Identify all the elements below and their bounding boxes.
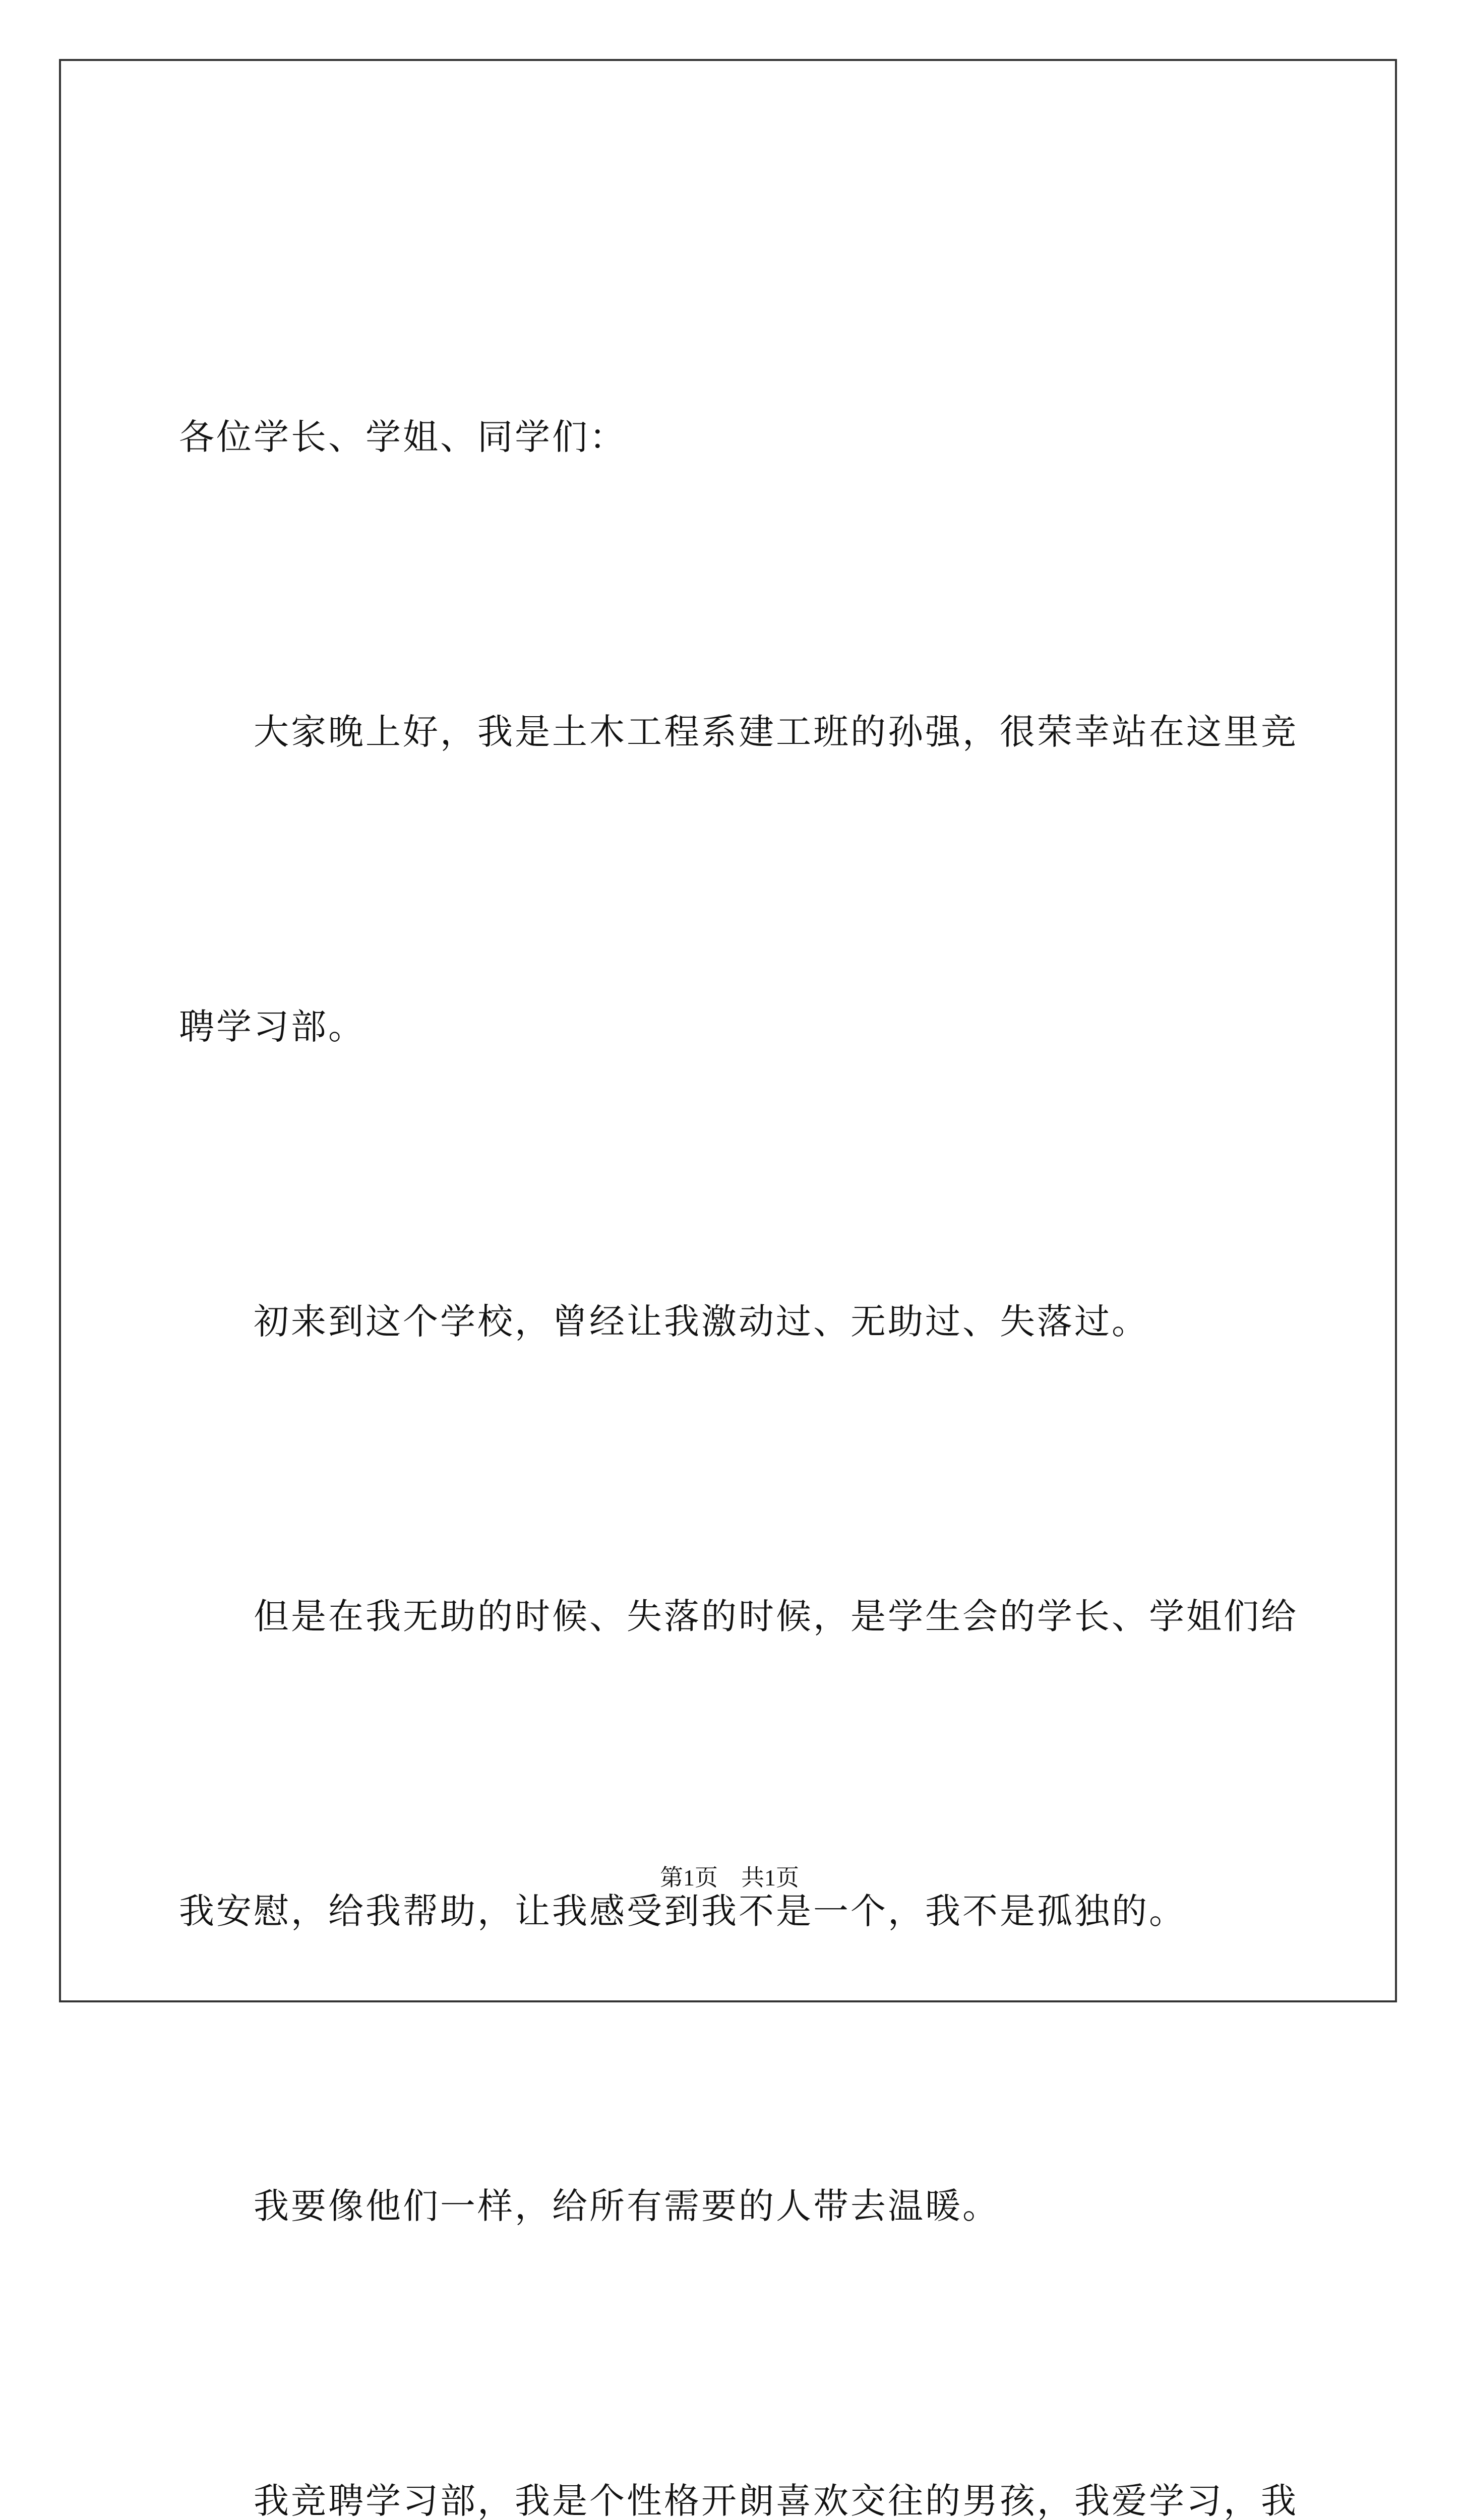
text-line: 我竞聘学习部，我是个性格开朗喜欢交往的男孩，我爱学习，我 bbox=[179, 2480, 1298, 2520]
text-line: 各位学长、学姐、同学们： bbox=[179, 416, 627, 458]
text-line: 初来到这个学校，曾经让我激动过、无助过、失落过。 bbox=[179, 1301, 1149, 1342]
text-line: 但是在我无助的时候、失落的时候，是学生会的学长、学姐们给 bbox=[179, 1596, 1298, 1637]
text-line: 我安慰，给我帮助，让我感受到我不是一个，我不是孤独的。 bbox=[179, 1891, 1186, 1932]
text-line: 聘学习部。 bbox=[179, 1006, 366, 1047]
page-number-footer: 第1页 共1页 bbox=[660, 1865, 799, 1891]
text-line: 大家晚上好，我是土木工程系建工班的孙强，很荣幸站在这里竞 bbox=[179, 711, 1298, 752]
document-body bbox=[179, 192, 1298, 2520]
text-line: 我要像他们一样，给所有需要的人带去温暖。 bbox=[179, 2185, 1000, 2227]
